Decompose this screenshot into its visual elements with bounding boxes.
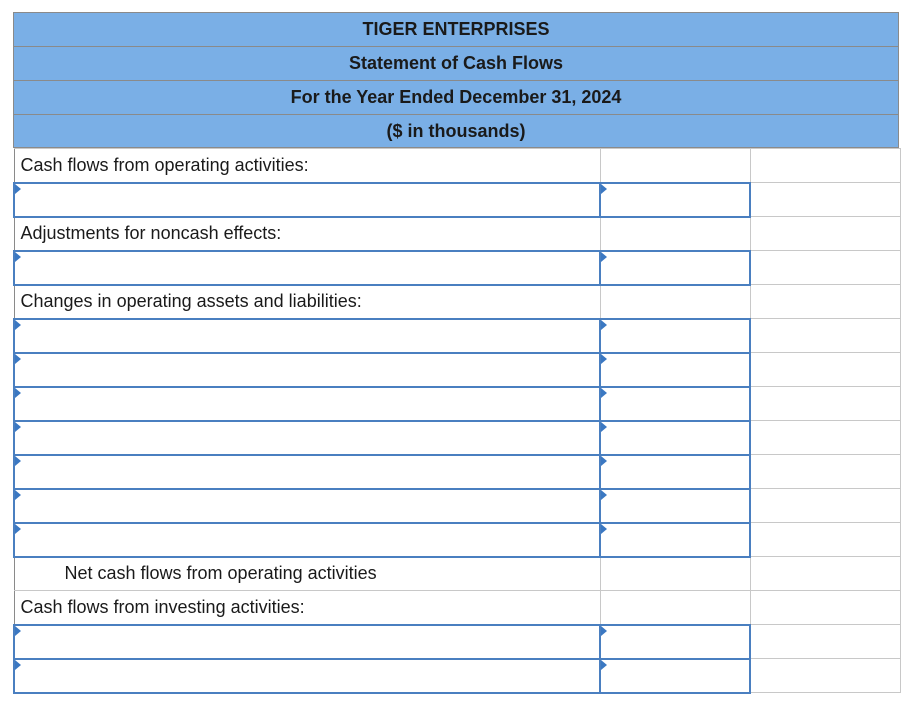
- empty-cell: [750, 455, 900, 489]
- change-amount-input-2[interactable]: [601, 354, 749, 386]
- empty-cell: [750, 421, 900, 455]
- statement-grid: [13, 148, 901, 694]
- table-row: [14, 285, 900, 319]
- table-row: [14, 523, 900, 557]
- change-item-cell: [14, 489, 600, 523]
- change-item-input-5[interactable]: [15, 456, 599, 488]
- change-item-cell: [14, 353, 600, 387]
- empty-cell: [750, 285, 900, 319]
- operating-amount-cell: [600, 183, 750, 217]
- empty-cell: [750, 625, 900, 659]
- investing-item-cell: [14, 659, 600, 693]
- cash-flow-statement: [13, 12, 899, 694]
- empty-cell: [600, 557, 750, 591]
- change-amount-input-3[interactable]: [601, 388, 749, 420]
- table-row: [14, 319, 900, 353]
- empty-cell: [600, 591, 750, 625]
- change-amount-input-4[interactable]: [601, 422, 749, 454]
- change-item-input-7[interactable]: [15, 524, 599, 556]
- change-amount-cell: [600, 353, 750, 387]
- change-amount-cell: [600, 421, 750, 455]
- table-row: [14, 591, 900, 625]
- change-amount-cell: [600, 489, 750, 523]
- investing-amount-cell: [600, 625, 750, 659]
- changes-label-cell: [14, 285, 600, 319]
- empty-cell: [750, 523, 900, 557]
- empty-cell: [750, 557, 900, 591]
- change-amount-input-6[interactable]: [601, 490, 749, 522]
- change-amount-cell: [600, 319, 750, 353]
- table-row: [14, 659, 900, 693]
- empty-cell: [750, 591, 900, 625]
- adjustment-item-cell: [14, 251, 600, 285]
- investing-item-input-2[interactable]: [15, 660, 599, 692]
- table-row: [14, 353, 900, 387]
- net-operating-label: Net cash flows from operating activities: [64, 563, 377, 584]
- change-amount-cell: [600, 455, 750, 489]
- empty-cell: [750, 319, 900, 353]
- empty-cell: [750, 149, 900, 183]
- table-row: [14, 251, 900, 285]
- table-row: [14, 217, 900, 251]
- operating-activities-label: Cash flows from operating activities:: [20, 154, 309, 175]
- empty-cell: [750, 659, 900, 693]
- empty-cell: [600, 285, 750, 319]
- changes-label: Changes in operating assets and liabilities:: [20, 291, 362, 311]
- investing-label: Cash flows from investing activities:: [20, 596, 305, 617]
- change-amount-input-5[interactable]: [601, 456, 749, 488]
- change-item-cell: [14, 455, 600, 489]
- change-item-input-2[interactable]: [15, 354, 599, 386]
- change-amount-cell: [600, 387, 750, 421]
- change-amount-input-7[interactable]: [601, 524, 749, 556]
- net-operating-label-cell: [14, 557, 600, 591]
- table-row: [14, 421, 900, 455]
- statement-units: ($ in thousands): [13, 114, 899, 148]
- operating-item-input[interactable]: [15, 184, 599, 216]
- empty-cell: [750, 217, 900, 251]
- table-row: [14, 149, 900, 183]
- change-item-cell: [14, 523, 600, 557]
- empty-cell: [750, 353, 900, 387]
- adjustment-amount-input[interactable]: [601, 252, 749, 284]
- table-row: [14, 557, 900, 591]
- empty-cell: [600, 149, 750, 183]
- investing-item-cell: [14, 625, 600, 659]
- change-amount-cell: [600, 523, 750, 557]
- adjustments-label-cell: [14, 217, 600, 251]
- change-item-input-6[interactable]: [15, 490, 599, 522]
- table-row: [14, 489, 900, 523]
- change-item-input-4[interactable]: [15, 422, 599, 454]
- operating-item-cell: [14, 183, 600, 217]
- change-item-cell: [14, 387, 600, 421]
- change-amount-input-1[interactable]: [601, 320, 749, 352]
- investing-amount-cell: [600, 659, 750, 693]
- adjustment-amount-cell: [600, 251, 750, 285]
- statement-period: For the Year Ended December 31, 2024: [13, 80, 899, 114]
- empty-cell: [750, 387, 900, 421]
- investing-label-cell: [14, 591, 600, 625]
- table-row: [14, 455, 900, 489]
- table-row: [14, 183, 900, 217]
- empty-cell: [600, 217, 750, 251]
- empty-cell: [750, 183, 900, 217]
- empty-cell: [750, 251, 900, 285]
- change-item-cell: [14, 421, 600, 455]
- change-item-input-3[interactable]: [15, 388, 599, 420]
- statement-title: Statement of Cash Flows: [13, 46, 899, 80]
- table-row: [14, 625, 900, 659]
- adjustments-label: Adjustments for noncash effects:: [20, 223, 282, 243]
- operating-activities-label-cell: [14, 149, 600, 183]
- empty-cell: [750, 489, 900, 523]
- adjustment-item-input[interactable]: [15, 252, 599, 284]
- company-name: TIGER ENTERPRISES: [13, 12, 899, 46]
- change-item-input-1[interactable]: [15, 320, 599, 352]
- investing-amount-input-2[interactable]: [601, 660, 749, 692]
- investing-amount-input-1[interactable]: [601, 626, 749, 658]
- operating-amount-input[interactable]: [601, 184, 749, 216]
- change-item-cell: [14, 319, 600, 353]
- investing-item-input-1[interactable]: [15, 626, 599, 658]
- table-row: [14, 387, 900, 421]
